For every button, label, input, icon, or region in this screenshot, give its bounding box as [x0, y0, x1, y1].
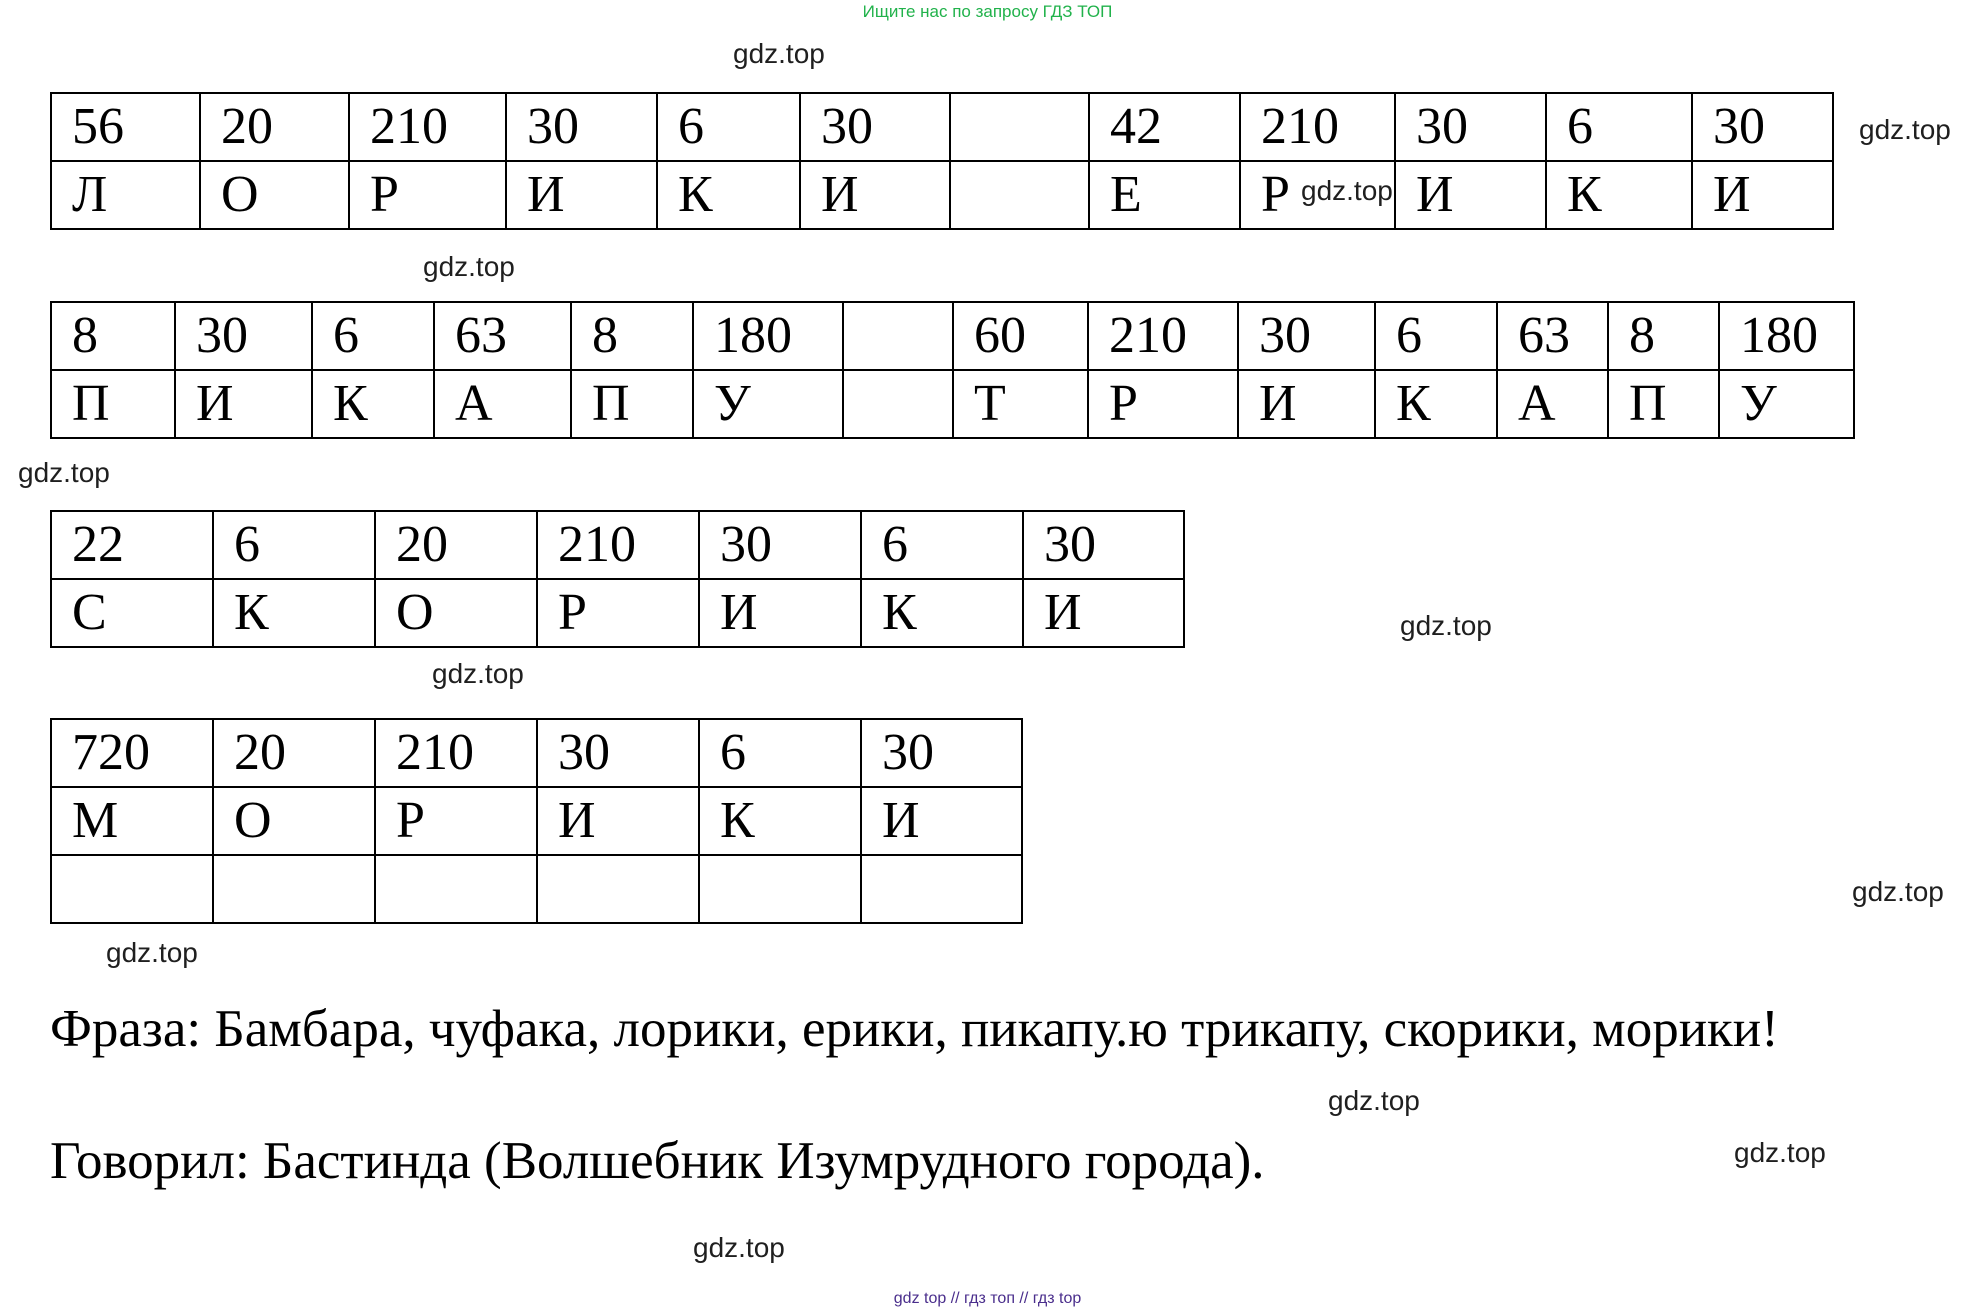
blank-cell — [537, 855, 699, 923]
number-cell: 210 — [537, 511, 699, 579]
phrase-text: Фраза: Бамбара, чуфака, лорики, ерики, пикапу.ю трикапу, скорики, морики! — [50, 1000, 1779, 1058]
letter-cell: А — [434, 370, 571, 438]
letter-cell: Е — [1089, 161, 1240, 229]
number-cell: 720 — [51, 719, 213, 787]
blank-cell — [699, 855, 861, 923]
speaker-text: Говорил: Бастинда (Волшебник Изумрудного города). — [50, 1132, 1265, 1190]
letter-cell: Р — [375, 787, 537, 855]
letter-cell: Р — [349, 161, 506, 229]
number-row — [51, 302, 1854, 370]
letter-cell: И — [1238, 370, 1375, 438]
letter-cell: П — [1608, 370, 1719, 438]
watermark: gdz.top — [1859, 114, 1951, 145]
letter-row — [51, 787, 1022, 855]
number-cell — [843, 302, 953, 370]
watermark: gdz.top — [18, 457, 110, 488]
letter-cell: Р — [1088, 370, 1238, 438]
number-cell: 30 — [1395, 93, 1546, 161]
watermark: gdz.top — [1328, 1085, 1420, 1116]
number-cell: 30 — [1023, 511, 1184, 579]
number-cell: 180 — [693, 302, 843, 370]
cipher-table-2 — [50, 301, 1855, 439]
letter-cell: У — [1719, 370, 1854, 438]
letter-cell: М — [51, 787, 213, 855]
cipher-table-4 — [50, 718, 1023, 924]
letter-cell: И — [537, 787, 699, 855]
footer-links[interactable]: gdz top // гдз топ // гдз top — [893, 1290, 1082, 1307]
number-cell: 6 — [861, 511, 1023, 579]
number-cell: 30 — [506, 93, 657, 161]
blank-cell — [51, 855, 213, 923]
letter-cell — [950, 161, 1089, 229]
letter-cell: О — [213, 787, 375, 855]
number-cell: 30 — [537, 719, 699, 787]
number-cell: 210 — [1088, 302, 1238, 370]
number-cell: 22 — [51, 511, 213, 579]
letter-cell: К — [1546, 161, 1692, 229]
number-cell: 6 — [1546, 93, 1692, 161]
letter-cell: А — [1497, 370, 1608, 438]
number-cell: 210 — [1240, 93, 1395, 161]
number-cell: 63 — [1497, 302, 1608, 370]
number-cell: 6 — [1375, 302, 1497, 370]
blank-cell — [213, 855, 375, 923]
letter-cell: Р — [1240, 161, 1395, 229]
letter-cell: О — [375, 579, 537, 647]
letter-cell: К — [699, 787, 861, 855]
number-cell: 30 — [1238, 302, 1375, 370]
number-cell: 8 — [571, 302, 693, 370]
number-cell — [950, 93, 1089, 161]
letter-cell: И — [800, 161, 950, 229]
letter-cell: Р — [537, 579, 699, 647]
letter-cell: И — [699, 579, 861, 647]
letter-row — [51, 161, 1833, 229]
number-cell: 42 — [1089, 93, 1240, 161]
watermark: gdz.top — [432, 658, 524, 689]
watermark: gdz.top — [1852, 876, 1944, 907]
letter-cell: К — [657, 161, 800, 229]
letter-cell: И — [175, 370, 312, 438]
letter-cell: П — [571, 370, 693, 438]
watermark: gdz.top — [1734, 1137, 1826, 1168]
number-cell: 210 — [349, 93, 506, 161]
letter-cell — [843, 370, 953, 438]
number-cell: 30 — [699, 511, 861, 579]
letter-cell: И — [506, 161, 657, 229]
number-cell: 6 — [699, 719, 861, 787]
letter-cell: И — [861, 787, 1022, 855]
letter-cell: И — [1023, 579, 1184, 647]
number-cell: 20 — [375, 511, 537, 579]
number-cell: 60 — [953, 302, 1088, 370]
letter-cell: Л — [51, 161, 200, 229]
number-cell: 20 — [213, 719, 375, 787]
watermark: gdz.top — [1400, 610, 1492, 641]
blank-cell — [375, 855, 537, 923]
number-cell: 30 — [800, 93, 950, 161]
number-cell: 8 — [51, 302, 175, 370]
blank-row — [51, 855, 1022, 923]
watermark: gdz.top — [423, 251, 515, 282]
letter-cell: И — [1395, 161, 1546, 229]
letter-cell: Т — [953, 370, 1088, 438]
number-cell: 210 — [375, 719, 537, 787]
number-cell: 63 — [434, 302, 571, 370]
blank-cell — [861, 855, 1022, 923]
number-cell: 30 — [1692, 93, 1833, 161]
letter-row — [51, 579, 1184, 647]
letter-cell: О — [200, 161, 349, 229]
watermark: gdz.top — [106, 937, 198, 968]
number-cell: 180 — [1719, 302, 1854, 370]
number-cell: 6 — [312, 302, 434, 370]
number-cell: 30 — [175, 302, 312, 370]
letter-cell: И — [1692, 161, 1833, 229]
letter-cell: П — [51, 370, 175, 438]
letter-cell: У — [693, 370, 843, 438]
letter-cell: С — [51, 579, 213, 647]
cipher-table-3 — [50, 510, 1185, 648]
letter-cell: К — [213, 579, 375, 647]
cipher-table-1 — [50, 92, 1834, 230]
watermark: gdz.top — [693, 1232, 785, 1263]
top-banner[interactable]: Ищите нас по запросу ГДЗ ТОП — [862, 2, 1113, 21]
letter-cell: К — [312, 370, 434, 438]
number-cell: 8 — [1608, 302, 1719, 370]
number-cell: 6 — [213, 511, 375, 579]
number-row — [51, 719, 1022, 787]
number-cell: 6 — [657, 93, 800, 161]
watermark: gdz.top — [1301, 175, 1393, 206]
number-cell: 20 — [200, 93, 349, 161]
number-cell: 30 — [861, 719, 1022, 787]
letter-cell: К — [861, 579, 1023, 647]
watermark: gdz.top — [733, 38, 825, 69]
number-row — [51, 511, 1184, 579]
letter-row — [51, 370, 1854, 438]
letter-cell: К — [1375, 370, 1497, 438]
number-cell: 56 — [51, 93, 200, 161]
number-row — [51, 93, 1833, 161]
